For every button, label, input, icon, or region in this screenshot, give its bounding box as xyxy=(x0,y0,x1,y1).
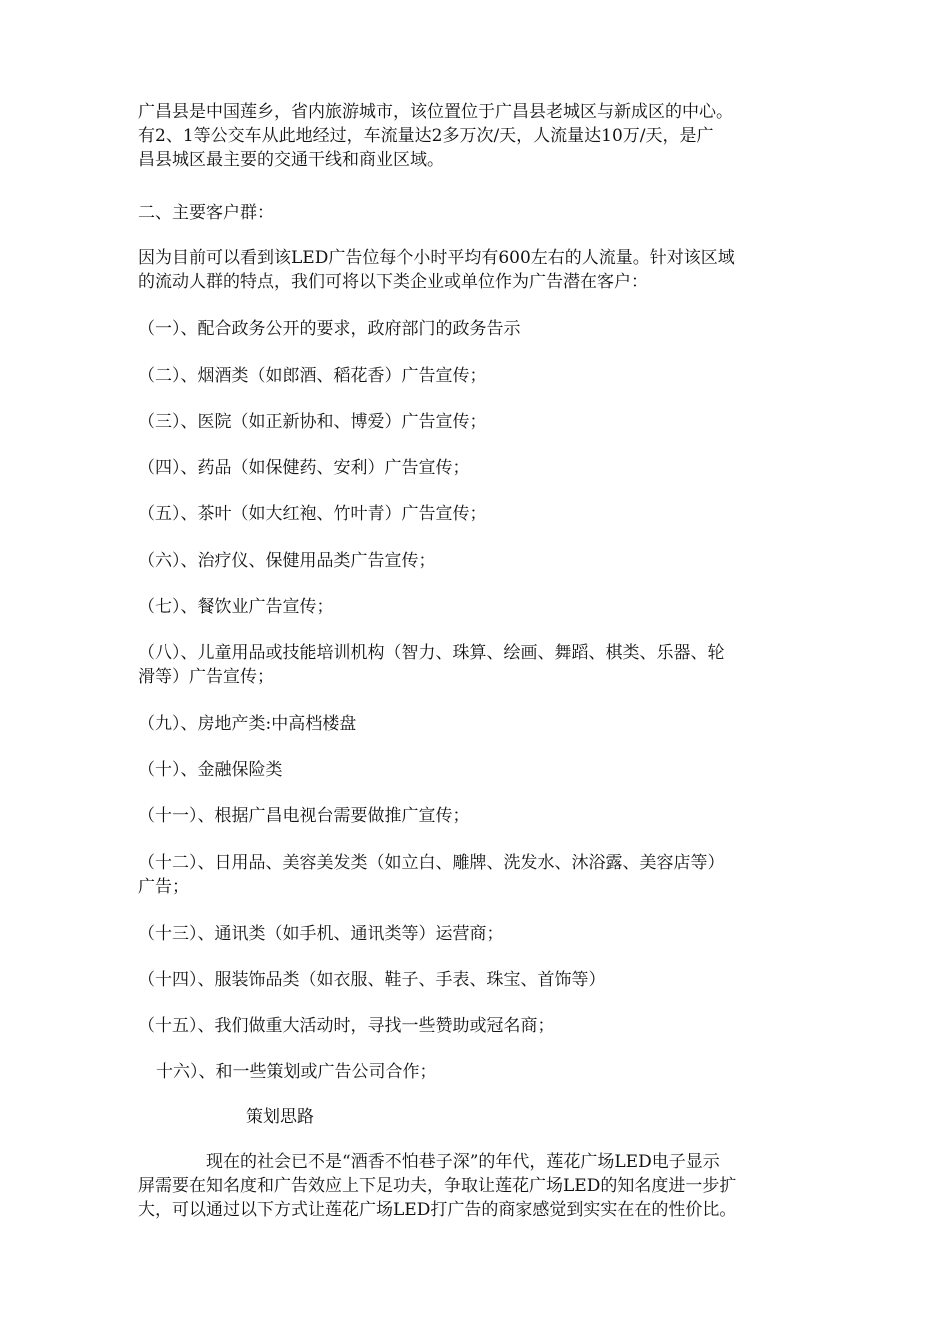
text-line: 广告； xyxy=(138,877,189,897)
list-item xyxy=(138,804,818,828)
strategy-paragraph xyxy=(138,1150,818,1222)
text-line: 因为目前可以看到该LED广告位每个小时平均有600左右的人流量。针对该区域 xyxy=(138,248,735,268)
text-line: 大，可以通过以下方式让莲花广场LED打广告的商家感觉到实实在在的性价比。 xyxy=(138,1200,737,1220)
list-item xyxy=(138,456,818,480)
list-item xyxy=(138,968,818,992)
text-line: 屏需要在知名度和广告效应上下足功夫，争取让莲花广场LED的知名度进一步扩 xyxy=(138,1176,737,1196)
text-line: （九）、房地产类:中高档楼盘 xyxy=(138,714,357,734)
text-line: （六）、治疗仪、保健用品类广告宣传； xyxy=(138,551,436,571)
list-item xyxy=(138,712,818,736)
text-line: 现在的社会已不是“酒香不怕巷子深”的年代，莲花广场LED电子显示 xyxy=(206,1152,720,1172)
list-item xyxy=(138,851,818,899)
text-line: 广昌县是中国莲乡，省内旅游城市，该位置位于广昌县老城区与新成区的中心。 xyxy=(138,102,733,122)
text-line: （十一）、根据广昌电视台需要做推广宣传； xyxy=(138,806,470,826)
text-line: （二）、烟酒类（如郎酒、稻花香）广告宣传； xyxy=(138,366,487,386)
text-line: 有2、1等公交车从此地经过，车流量达2多万次/天，人流量达10万/天，是广 xyxy=(138,126,714,146)
list-item xyxy=(138,922,818,946)
list-item xyxy=(138,410,818,434)
list-item xyxy=(138,595,818,619)
text-line: 十六）、和一些策划或广告公司合作； xyxy=(156,1062,437,1082)
text-line: （八）、儿童用品或技能培训机构（智力、珠算、绘画、舞蹈、棋类、乐器、轮 xyxy=(138,643,725,663)
text-line: （七）、餐饮业广告宣传； xyxy=(138,597,334,617)
list-item xyxy=(138,364,818,388)
list-item xyxy=(138,549,818,573)
list-item xyxy=(138,1014,818,1038)
list-item xyxy=(156,1060,836,1084)
text-line: （十五）、我们做重大活动时，寻找一些赞助或冠名商； xyxy=(138,1016,555,1036)
list-item xyxy=(138,317,818,341)
text-line: 滑等）广告宣传； xyxy=(138,667,274,687)
text-line: （三）、医院（如正新协和、博爱）广告宣传； xyxy=(138,412,487,432)
text-line: 昌县城区最主要的交通干线和商业区域。 xyxy=(138,150,444,170)
list-item xyxy=(138,641,818,689)
section-heading: 二、主要客户群： xyxy=(138,203,274,223)
text-line: （十三）、通讯类（如手机、通讯类等）运营商； xyxy=(138,924,504,944)
intro-paragraph xyxy=(138,100,818,172)
text-line: （十四）、服装饰品类（如衣服、鞋子、手表、珠宝、首饰等） xyxy=(138,970,606,990)
text-line: （十二）、日用品、美容美发类（如立白、雕牌、洗发水、沐浴露、美容店等） xyxy=(138,853,725,873)
text-line: （十）、金融保险类 xyxy=(138,760,283,780)
list-item xyxy=(138,502,818,526)
text-line: （一）、配合政务公开的要求，政府部门的政务告示 xyxy=(138,319,521,339)
text-line: （四）、药品（如保健药、安利）广告宣传； xyxy=(138,458,470,478)
text-line: （五）、茶叶（如大红袍、竹叶青）广告宣传； xyxy=(138,504,487,524)
strategy-heading: 策划思路 xyxy=(246,1107,314,1127)
customer-intro-paragraph xyxy=(138,246,818,294)
list-item xyxy=(138,758,818,782)
text-line: 的流动人群的特点，我们可将以下类企业或单位作为广告潜在客户： xyxy=(138,272,648,292)
